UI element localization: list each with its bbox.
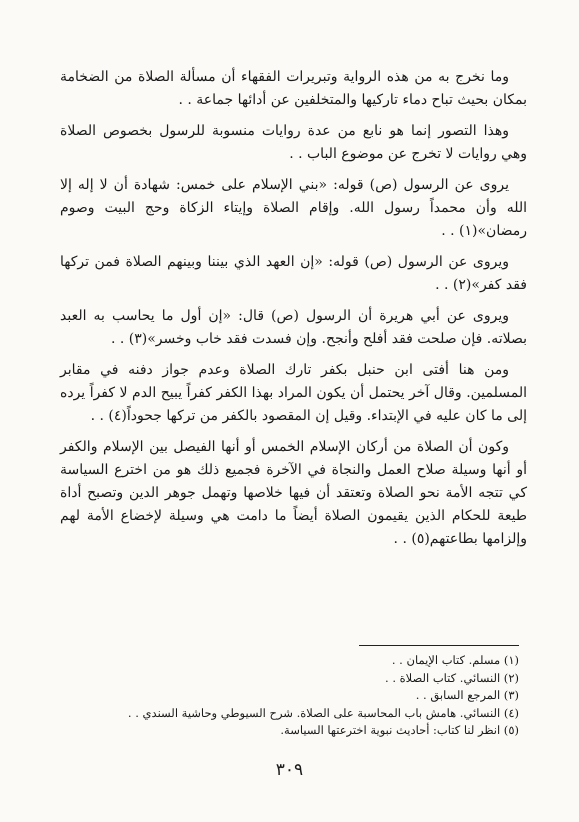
footnote-1: (١) مسلم. كتاب الإيمان . . xyxy=(391,653,519,667)
footnote-4: (٤) النسائي. هامش باب المحاسبة على الصلاة. شرح السيوطي وحاشية السندي . . xyxy=(127,705,519,720)
body-paragraph-3: يروى عن الرسول (ص) قوله: «بني الإسلام على خمس: شهادة أن لا إله إلا الله وأن محمداً رسول الله. وإقام الصلاة وإيتاء الزكاة وحج البيت وصوم رمضان»(١) . . xyxy=(60,177,527,239)
page-number: ٣٠٩ xyxy=(275,760,304,780)
footnote-2: (٢) النسائي. كتاب الصلاة . . xyxy=(385,670,519,685)
body-paragraph-1: وما نخرج به من هذه الرواية وتبريرات الفقهاء أن مسألة الصلاة من الضخامة بمكان بحيث تباح دماء تاركيها والمتخلفين عن أدائها جماعة . . xyxy=(60,69,527,108)
footnote-5: (٥) انظر لنا كتاب: أحاديث نبوية اخترعتها السياسة. xyxy=(280,723,519,737)
footnote-3: (٣) المرجع السابق . . xyxy=(415,688,519,702)
body-paragraph-2: وهذا التصور إنما هو نابع من عدة روايات منسوبة للرسول بخصوص الصلاة وهي روايات لا تخرج عن موضوع الباب . . xyxy=(60,123,527,162)
footnotes xyxy=(60,652,519,740)
body-paragraph-5: ويروى عن أبي هريرة أن الرسول (ص) قال: «إن أول ما يحاسب به العبد بصلاته. فإن صلحت فقد أفلح وأنجح. وإن فسدت فقد خاب وخسر»(٣) . . xyxy=(60,308,527,347)
footnote-separator xyxy=(359,645,519,646)
body-paragraph-6: ومن هنا أفتى ابن حنبل بكفر تارك الصلاة وعدم جواز دفنه في مقابر المسلمين. وقال آخر يحتمل أن يكون المراد بهذا الكفر كفراً يبيح الدم لا كفراً يرده إلى ما كان عليه في الإبتداء. وقيل إن المقصود بالكفر من تركها جحوداً(٤) . . xyxy=(60,362,527,424)
body-paragraph-4: ويروى عن الرسول (ص) قوله: «إن العهد الذي بيننا وبينهم الصلاة فمن تركها فقد كفر»(٢) . . xyxy=(60,254,527,293)
body-paragraph-7: وكون أن الصلاة من أركان الإسلام الخمس أو أنها الفيصل بين الإسلام والكفر أو أنها وسيلة صلاح العمل والنجاة في الآخرة فجميع ذلك هو من اخترع السياسة كي تتجه الأمة نحو الصلاة وتعتقد أن فيها خلاصها وتهمل جوهر الدين وتصبح أداة طيعة للحكام الذين يقيمون الصلاة أيضاً ما دامت هي وسيلة لإخضاع الأمة لهم وإلزامها بطاعتهم(٥) . . xyxy=(60,439,527,547)
